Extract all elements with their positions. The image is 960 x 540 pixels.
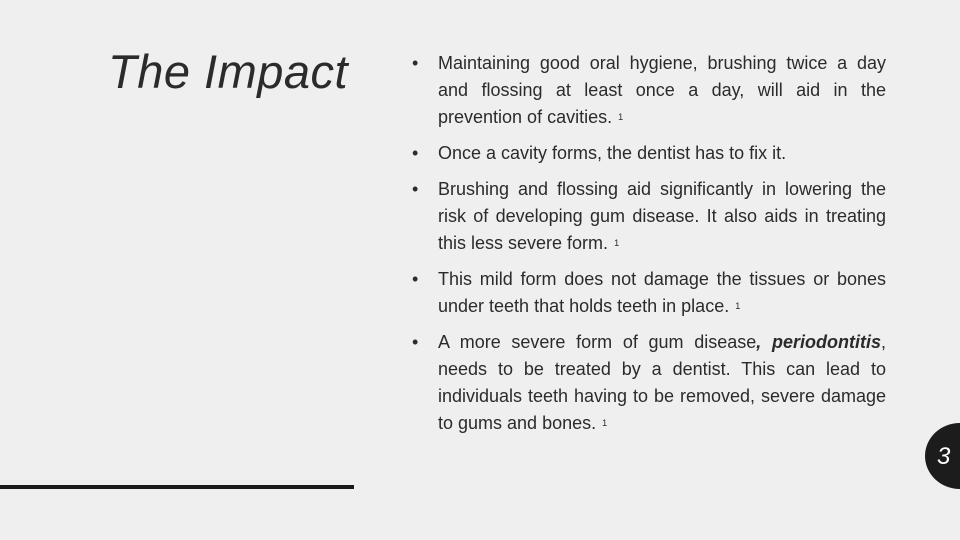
reference-marker: 1 bbox=[614, 238, 620, 248]
reference-marker: 1 bbox=[602, 418, 608, 428]
reference-marker: 1 bbox=[735, 301, 741, 311]
reference-marker: 1 bbox=[618, 112, 624, 122]
bullet-list bbox=[412, 50, 886, 446]
bullet-marker: • bbox=[412, 332, 419, 352]
page-number: 3 bbox=[937, 443, 951, 470]
bullet-text: Once a cavity forms, the dentist has to fix it. bbox=[438, 143, 787, 163]
divider-line bbox=[0, 485, 354, 489]
bullet-marker: • bbox=[412, 179, 419, 199]
bullet-text: A more severe form of gum disease bbox=[438, 332, 757, 352]
bullet-marker: • bbox=[412, 143, 419, 163]
bullet-item bbox=[412, 50, 886, 131]
bullet-item bbox=[412, 266, 886, 320]
bullet-text: This mild form does not damage the tissues or bones under teeth that holds teeth in place. bbox=[438, 269, 886, 316]
bullet-item bbox=[412, 140, 886, 167]
emphasized-term: , periodontitis bbox=[756, 332, 881, 352]
bullet-text: Brushing and flossing aid significantly in lowering the risk of developing gum disease. It also aids in treating this less severe form. bbox=[438, 179, 886, 253]
bullet-marker: • bbox=[412, 269, 419, 289]
slide-title: The Impact bbox=[108, 45, 349, 98]
bullet-text: Maintaining good oral hygiene, brushing twice a day and flossing at least once a day, will aid in the prevention of cavities. bbox=[438, 53, 886, 127]
bullet-text-continued: , needs to be treated by a dentist. This can lead to individuals teeth having to be removed, severe damage to gums and bones. bbox=[438, 332, 887, 433]
bullet-marker: • bbox=[412, 53, 419, 73]
bullet-item bbox=[412, 176, 886, 257]
bullet-item bbox=[412, 329, 886, 437]
